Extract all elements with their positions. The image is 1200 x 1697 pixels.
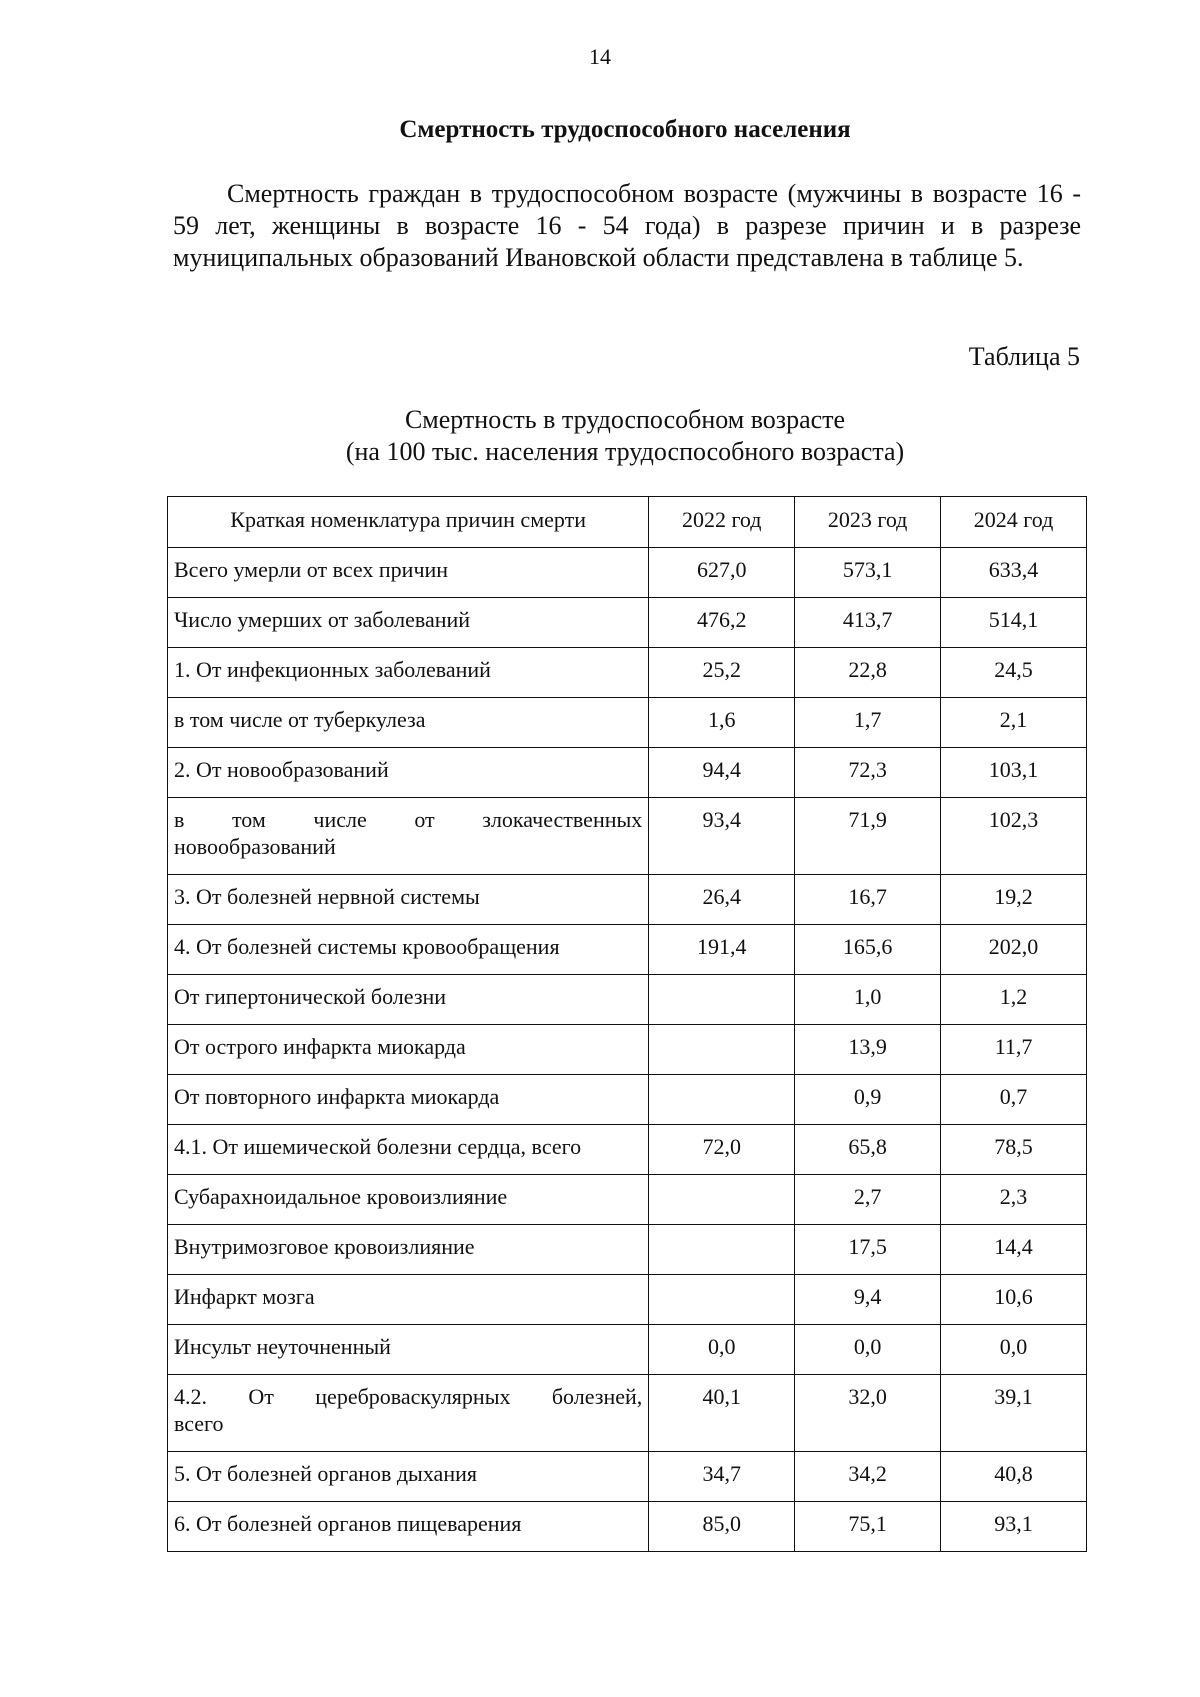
- cause-cell-line: в том числе от злокачественных: [174, 807, 643, 832]
- value-cell-2024: 10,6: [941, 1275, 1087, 1325]
- value-cell-2023: 17,5: [795, 1225, 941, 1275]
- value-cell-2022: [649, 975, 795, 1025]
- page-number: 14: [589, 44, 611, 69]
- value-cell-2022: 476,2: [649, 598, 795, 648]
- cause-cell: 1. От инфекционных заболеваний: [168, 648, 649, 698]
- value-cell-2024: 2,1: [941, 698, 1087, 748]
- value-cell-2024: 1,2: [941, 975, 1087, 1025]
- value-cell-2023: 72,3: [795, 748, 941, 798]
- value-cell-2023: 1,0: [795, 975, 941, 1025]
- value-cell-2022: 94,4: [649, 748, 795, 798]
- value-cell-2022: 72,0: [649, 1125, 795, 1175]
- table-row: [168, 1075, 1087, 1125]
- value-cell-2024: 11,7: [941, 1025, 1087, 1075]
- value-cell-2022: 26,4: [649, 875, 795, 925]
- cause-cell-line: новообразований: [174, 834, 336, 859]
- cause-cell: От повторного инфаркта миокарда: [168, 1075, 649, 1125]
- value-cell-2024: 0,7: [941, 1075, 1087, 1125]
- value-cell-2023: 2,7: [795, 1175, 941, 1225]
- value-cell-2022: [649, 1075, 795, 1125]
- header-2024: 2024 год: [941, 497, 1087, 548]
- table-row: [168, 648, 1087, 698]
- value-cell-2022: 0,0: [649, 1325, 795, 1375]
- header-cause: Краткая номенклатура причин смерти: [168, 497, 649, 548]
- value-cell-2022: [649, 1175, 795, 1225]
- table-row: [168, 1275, 1087, 1325]
- value-cell-2024: 39,1: [941, 1375, 1087, 1452]
- value-cell-2024: 40,8: [941, 1452, 1087, 1502]
- table-row: [168, 1375, 1087, 1452]
- value-cell-2024: 202,0: [941, 925, 1087, 975]
- value-cell-2024: 24,5: [941, 648, 1087, 698]
- cause-cell: Всего умерли от всех причин: [168, 548, 649, 598]
- table-row: [168, 798, 1087, 875]
- value-cell-2024: 14,4: [941, 1225, 1087, 1275]
- cause-cell: 5. От болезней органов дыхания: [168, 1452, 649, 1502]
- table-row: [168, 698, 1087, 748]
- value-cell-2023: 1,7: [795, 698, 941, 748]
- value-cell-2024: 93,1: [941, 1502, 1087, 1552]
- value-cell-2022: 40,1: [649, 1375, 795, 1452]
- value-cell-2023: 16,7: [795, 875, 941, 925]
- value-cell-2022: [649, 1225, 795, 1275]
- value-cell-2023: 413,7: [795, 598, 941, 648]
- value-cell-2024: 102,3: [941, 798, 1087, 875]
- value-cell-2022: 627,0: [649, 548, 795, 598]
- mortality-table: [167, 496, 1087, 1552]
- value-cell-2023: 71,9: [795, 798, 941, 875]
- table-row: [168, 1502, 1087, 1552]
- value-cell-2024: 78,5: [941, 1125, 1087, 1175]
- value-cell-2024: 633,4: [941, 548, 1087, 598]
- value-cell-2023: 65,8: [795, 1125, 941, 1175]
- value-cell-2023: 0,9: [795, 1075, 941, 1125]
- table-row: [168, 1452, 1087, 1502]
- cause-cell: в том числе от туберкулеза: [168, 698, 649, 748]
- value-cell-2023: 9,4: [795, 1275, 941, 1325]
- value-cell-2024: 19,2: [941, 875, 1087, 925]
- table-row: [168, 925, 1087, 975]
- cause-cell: Субарахноидальное кровоизлияние: [168, 1175, 649, 1225]
- value-cell-2022: 1,6: [649, 698, 795, 748]
- table-row: [168, 598, 1087, 648]
- header-2023: 2023 год: [795, 497, 941, 548]
- value-cell-2022: [649, 1025, 795, 1075]
- header-2022: 2022 год: [649, 497, 795, 548]
- value-cell-2024: 2,3: [941, 1175, 1087, 1225]
- cause-cell: 4.1. От ишемической болезни сердца, всего: [168, 1125, 649, 1175]
- cause-cell: 4. От болезней системы кровообращения: [168, 925, 649, 975]
- value-cell-2024: 514,1: [941, 598, 1087, 648]
- value-cell-2022: 191,4: [649, 925, 795, 975]
- value-cell-2022: [649, 1275, 795, 1325]
- cause-cell: Внутримозговое кровоизлияние: [168, 1225, 649, 1275]
- value-cell-2022: 34,7: [649, 1452, 795, 1502]
- cause-cell: От гипертонической болезни: [168, 975, 649, 1025]
- value-cell-2023: 0,0: [795, 1325, 941, 1375]
- value-cell-2022: 93,4: [649, 798, 795, 875]
- value-cell-2023: 34,2: [795, 1452, 941, 1502]
- cause-cell: Инфаркт мозга: [168, 1275, 649, 1325]
- table-row: [168, 548, 1087, 598]
- cause-cell: Инсульт неуточненный: [168, 1325, 649, 1375]
- cause-cell-line: всего: [174, 1411, 224, 1436]
- value-cell-2022: 85,0: [649, 1502, 795, 1552]
- cause-cell: [168, 798, 649, 875]
- value-cell-2023: 75,1: [795, 1502, 941, 1552]
- table-row: [168, 1225, 1087, 1275]
- intro-paragraph: Смертность граждан в трудоспособном возрасте (мужчины в возрасте 16 - 59 лет, женщины в возрасте 16 - 54 года) в разрезе причин и в разрезе муниципальных образований Ивановской области представлена в таблице 5.: [173, 179, 1081, 272]
- value-cell-2023: 165,6: [795, 925, 941, 975]
- cause-cell: [168, 1375, 649, 1452]
- cause-cell: От острого инфаркта миокарда: [168, 1025, 649, 1075]
- table-row: [168, 1025, 1087, 1075]
- cause-cell: 6. От болезней органов пищеварения: [168, 1502, 649, 1552]
- table-row: [168, 875, 1087, 925]
- value-cell-2023: 13,9: [795, 1025, 941, 1075]
- table-reference: Таблица 5: [968, 342, 1080, 371]
- table-row: [168, 1325, 1087, 1375]
- table-row: [168, 1175, 1087, 1225]
- cause-cell-line: 4.2. От цереброваскулярных болезней,: [174, 1384, 643, 1409]
- table-caption: [0, 404, 1200, 468]
- value-cell-2024: 0,0: [941, 1325, 1087, 1375]
- cause-cell: 2. От новообразований: [168, 748, 649, 798]
- table-header-row: [168, 497, 1087, 548]
- table-body: [168, 548, 1087, 1552]
- table-row: [168, 975, 1087, 1025]
- value-cell-2023: 32,0: [795, 1375, 941, 1452]
- cause-cell: Число умерших от заболеваний: [168, 598, 649, 648]
- cause-cell: 3. От болезней нервной системы: [168, 875, 649, 925]
- section-title: Смертность трудоспособного населения: [399, 116, 851, 143]
- table-row: [168, 1125, 1087, 1175]
- value-cell-2023: 573,1: [795, 548, 941, 598]
- table-caption-line: Смертность в трудоспособном возрасте: [404, 405, 846, 434]
- table-caption-subline: (на 100 тыс. населения трудоспособного возраста): [345, 437, 905, 466]
- value-cell-2024: 103,1: [941, 748, 1087, 798]
- value-cell-2022: 25,2: [649, 648, 795, 698]
- table-row: [168, 748, 1087, 798]
- value-cell-2023: 22,8: [795, 648, 941, 698]
